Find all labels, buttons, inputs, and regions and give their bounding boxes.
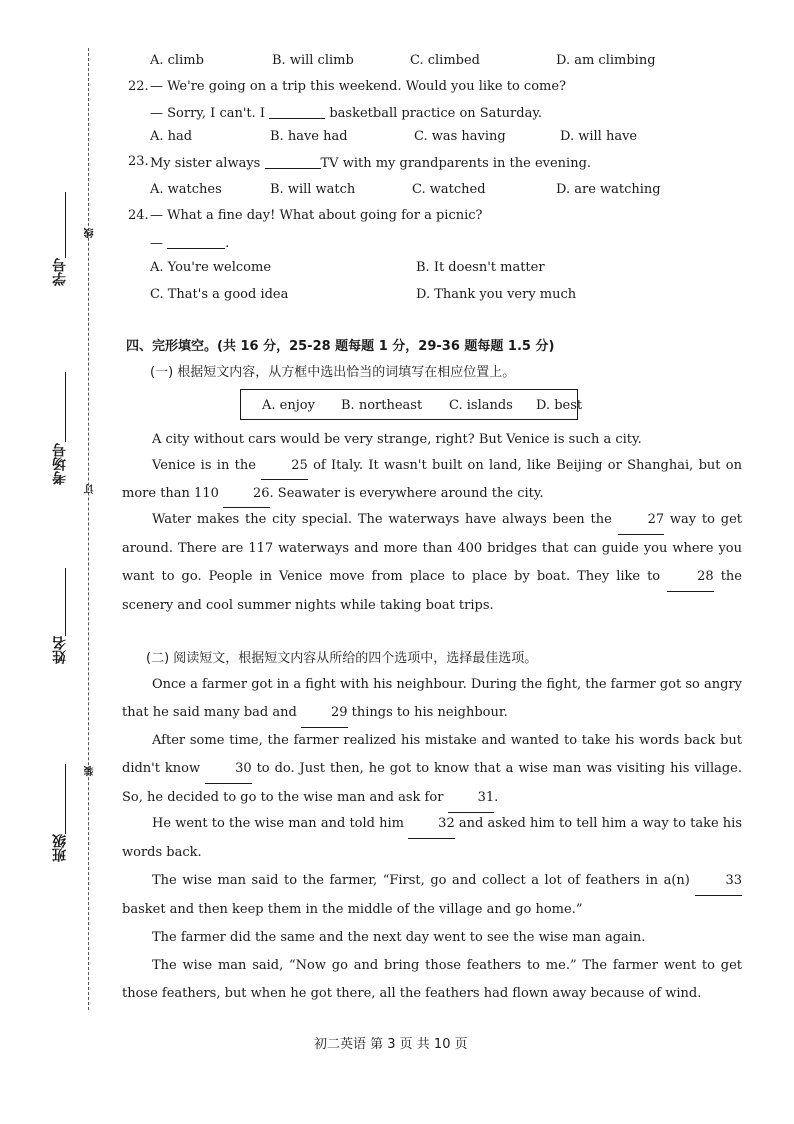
class-label: 班级 [52, 834, 68, 862]
s1-text-a: Once a farmer got in a fight with his neighbour. During the fight, the farmer got so angry that he said many bad and [122, 677, 742, 720]
blank-25[interactable]: 25 [261, 452, 308, 480]
section4-title: 四、完形填空。(共 16 分，25-28 题每题 1 分，29-36 题每题 1.5 分) [126, 339, 555, 354]
binding-dashed-line [88, 48, 89, 1010]
q24-blank[interactable] [167, 234, 225, 249]
passage2-s3 [122, 810, 742, 867]
q23-option-d: D. are watching [556, 182, 661, 197]
class-line[interactable] [65, 764, 66, 834]
blank-33[interactable]: 33 [695, 867, 742, 896]
q22-option-c: C. was having [414, 129, 506, 144]
q23-option-a: A. watches [150, 182, 222, 197]
passage2-s4 [122, 867, 742, 924]
box-option-a: A. enjoy [262, 398, 315, 413]
q21-option-c: C. climbed [410, 53, 481, 68]
blank-28[interactable]: 28 [667, 563, 714, 592]
q23-blank[interactable] [265, 154, 321, 169]
passage2-s6: The wise man said, “Now go and bring those feathers to me.” The farmer went to get those feathers, but when he got there, all the feathers had flown away because of wind. [122, 958, 742, 1001]
q22-line1: — We're going on a trip this weekend. Would you like to come? [150, 79, 567, 94]
s3-text-b: and asked him to tell him a way to take his words back. [122, 816, 743, 860]
s1-text-b: things to his neighbour. [351, 705, 508, 720]
q22-option-d: D. will have [560, 129, 638, 144]
q21-option-b: B. will climb [272, 53, 354, 68]
q24-line1: — What a fine day! What about going for a picnic? [150, 208, 483, 223]
q24-option-c: C. That's a good idea [150, 287, 289, 302]
q24-option-a: A. You're welcome [150, 260, 272, 275]
passage2-s1 [122, 671, 742, 728]
blank-26[interactable]: 26 [223, 480, 270, 508]
name-line[interactable] [65, 568, 66, 636]
blank-32[interactable]: 32 [408, 810, 455, 839]
blank-27[interactable]: 27 [618, 506, 665, 535]
q22-line2 [150, 104, 542, 122]
p2-text-a: Venice is in the [152, 458, 256, 473]
q22-line2-end: basketball practice on Saturday. [329, 106, 543, 121]
q21-option-a: A. climb [150, 53, 204, 68]
exam-room-label: 考场号 [52, 443, 68, 485]
part1-instruction: (一) 根据短文内容，从方框中选出恰当的词填写在相应位置上。 [150, 365, 516, 380]
p2-text-b: of Italy. It wasn't built on land, like Beijing or Shanghai, but on more than 110 [122, 458, 742, 501]
s2-text-c: . [494, 790, 499, 805]
exam-room-line[interactable] [65, 372, 66, 442]
p2-text-c: . Seawater is everywhere around the city. [269, 486, 544, 501]
q24-period: . [225, 236, 230, 251]
passage2-s2 [122, 727, 742, 813]
s3-text-a: He went to the wise man and told him [152, 816, 404, 831]
q22-blank[interactable] [269, 104, 325, 119]
q22-option-a: A. had [150, 129, 193, 144]
passage1-p3 [122, 506, 742, 620]
box-option-b: B. northeast [341, 398, 423, 413]
q21-option-d: D. am climbing [556, 53, 656, 68]
passage1-p1: A city without cars would be very strange, right? But Venice is such a city. [152, 432, 642, 447]
q24-option-d: D. Thank you very much [416, 287, 577, 302]
binding-mark-xian: 线 [85, 228, 96, 238]
q24-line2 [150, 234, 229, 252]
student-id-label: 学号 [52, 258, 68, 286]
q23-text-start: My sister always [150, 156, 261, 171]
passage2-s5: The farmer did the same and the next day went to see the wise man again. [152, 930, 646, 945]
passage1-p2 [122, 452, 742, 508]
q22-number: 22. [128, 79, 149, 94]
binding-mark-zhuang: 装 [85, 766, 96, 776]
p3-text-c: the scenery and cool summer nights while taking boat trips. [122, 569, 742, 613]
p3-text-a: Water makes the city special. The waterways have always been the [152, 512, 612, 527]
q22-option-b: B. have had [270, 129, 348, 144]
q23-text-end: TV with my grandparents in the evening. [320, 156, 592, 171]
q23-option-b: B. will watch [270, 182, 356, 197]
q23-line [150, 154, 591, 172]
s4-text-b: basket and then keep them in the middle of the village and go home.” [122, 902, 583, 917]
q24-option-b: B. It doesn't matter [416, 260, 545, 275]
box-option-c: C. islands [449, 398, 513, 413]
student-id-line[interactable] [65, 192, 66, 258]
box-option-d: D. best [536, 398, 583, 413]
p3-text-b: way to get around. There are 117 waterways and more than 400 bridges that can guide you where you want to go. People in Venice move from place to place by boat. They like to [122, 512, 742, 584]
part2-instruction: (二) 阅读短文，根据短文内容从所给的四个选项中，选择最佳选项。 [146, 651, 538, 666]
blank-31[interactable]: 31 [448, 784, 495, 813]
q22-line2-start: — Sorry, I can't. I [150, 106, 266, 121]
s4-text-a: The wise man said to the farmer, “First, go and collect a lot of feathers in a(n) [152, 873, 690, 888]
s2-text-b: to do. Just then, he got to know that a wise man was visiting his village. So, he decided to go to the wise man and ask for [122, 761, 743, 805]
name-label: 姓名 [52, 636, 68, 664]
q24-dash: — [150, 236, 163, 251]
binding-mark-ding: 订 [85, 484, 96, 494]
page-footer: 初二英语 第 3 页 共 10 页 [314, 1037, 468, 1052]
blank-29[interactable]: 29 [301, 699, 348, 728]
q23-option-c: C. watched [412, 182, 486, 197]
s2-text-a: After some time, the farmer realized his mistake and wanted to take his words back but didn't know [122, 733, 742, 776]
q24-number: 24. [128, 208, 149, 223]
q23-number: 23. [128, 154, 149, 169]
blank-30[interactable]: 30 [205, 755, 252, 784]
